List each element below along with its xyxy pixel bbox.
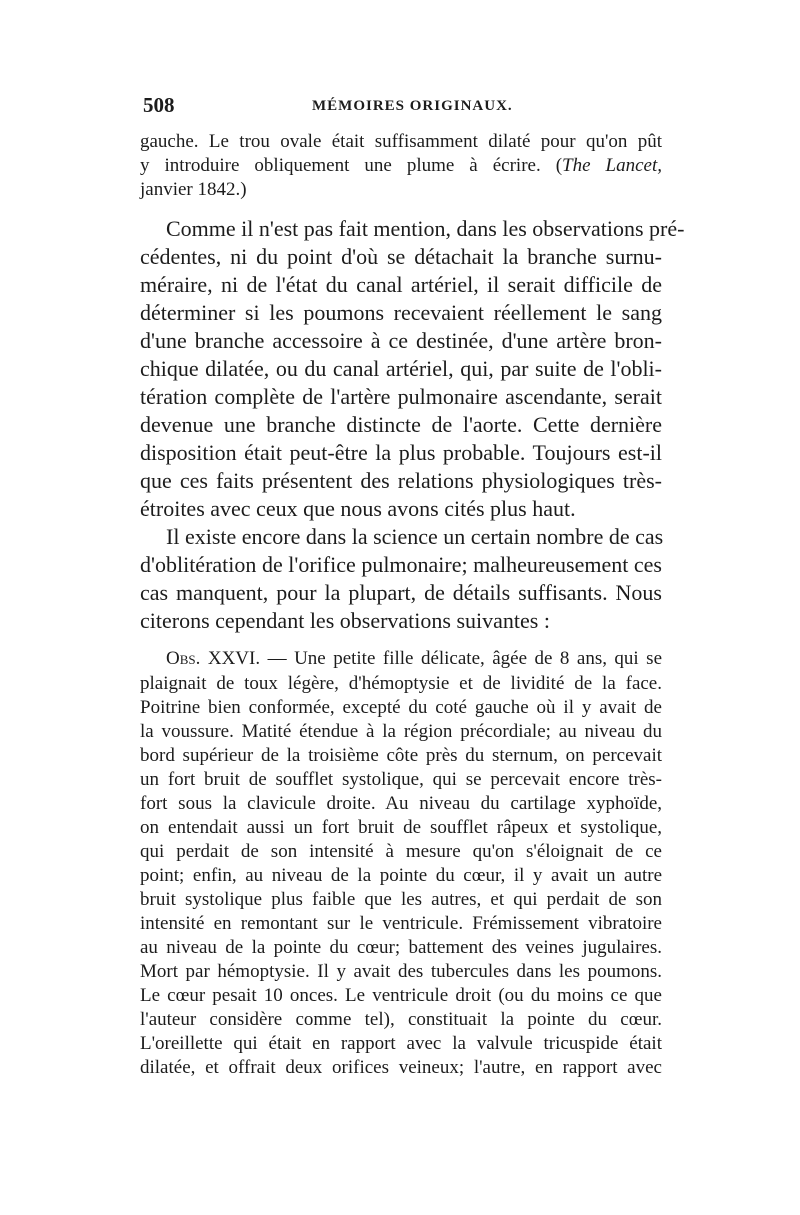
text-line: un fort bruit de soufflet systolique, qui se percevait encore très- — [140, 769, 662, 790]
text-line: la voussure. Matité étendue à la région précordiale; au niveau du — [140, 721, 662, 742]
text-line: Il existe encore dans la science un certain nombre de cas — [166, 524, 664, 549]
text-line — [140, 155, 662, 177]
text-segment: y introduire obliquement une plume à écrire. ( — [140, 155, 563, 176]
text-line: gauche. Le trou ovale était suffisamment dilaté pour qu'on pût — [140, 131, 662, 152]
text-line: qui perdait de son intensité à mesure qu'on s'éloignait de ce — [140, 841, 662, 862]
text-line: Le cœur pesait 10 onces. Le ventricule droit (ou du moins ce que — [140, 985, 662, 1006]
text-line: méraire, ni de l'état du canal artériel, il serait difficile de — [140, 272, 662, 297]
observation-number: XXVI. — [207, 648, 261, 669]
text-line: l'auteur considère comme tel), constituait la pointe du cœur. — [140, 1009, 662, 1030]
text-line: étroites avec ceux que nous avons cités plus haut. — [140, 496, 576, 521]
text-line: tération complète de l'artère pulmonaire ascendante, serait — [140, 384, 662, 409]
observation-heading-line — [140, 648, 662, 670]
text-line: bord supérieur de la troisième côte près du sternum, on percevait — [140, 745, 662, 766]
text-line: d'une branche accessoire à ce destinée, d'une artère bron- — [140, 328, 662, 353]
text-line: dilatée, et offrait deux orifices veineux; l'autre, en rapport avec — [140, 1057, 662, 1078]
text-line: bruit systolique plus faible que les autres, et qui perdait de son — [140, 889, 662, 910]
text-line: point; enfin, au niveau de la pointe du cœur, il y avait un autre — [140, 865, 662, 886]
text-line: cas manquent, pour la plupart, de détails suffisants. Nous — [140, 580, 662, 605]
observation-label: Obs. — [166, 648, 201, 669]
text-line: janvier 1842.) — [140, 179, 247, 200]
text-line: intensité en remontant sur le ventricule. Frémissement vibratoire — [140, 913, 662, 934]
text-line: Poitrine bien conformée, excepté du coté gauche où il y avait de — [140, 697, 662, 718]
text-line: chique dilatée, ou du canal artériel, qui, par suite de l'obli- — [140, 356, 662, 381]
text-line: que ces faits présentent des relations physiologiques très- — [140, 468, 662, 493]
text-line: d'oblitération de l'orifice pulmonaire; malheureusement ces — [140, 552, 662, 577]
text-line: cédentes, ni du point d'où se détachait la branche surnu- — [140, 244, 662, 269]
text-line: au niveau de la pointe du cœur; battement des veines jugulaires. — [140, 937, 662, 958]
text-segment: — Une petite fille délicate, âgée de 8 ans, qui se — [267, 648, 663, 669]
text-line: on entendait aussi un fort bruit de soufflet râpeux et systolique, — [140, 817, 662, 838]
page-number: 508 — [143, 93, 175, 117]
running-title: MÉMOIRES ORIGINAUX. — [312, 98, 513, 114]
text-line: L'oreillette qui était en rapport avec la valvule tricuspide était — [140, 1033, 662, 1054]
text-line: Comme il n'est pas fait mention, dans les observations pré- — [166, 216, 685, 241]
text-line: fort sous la clavicule droite. Au niveau du cartilage xyphoïde, — [140, 793, 662, 814]
text-line: plaignait de toux légère, d'hémoptysie et de lividité de la face. — [140, 673, 662, 694]
text-line: citerons cependant les observations suivantes : — [140, 608, 550, 633]
text-line: déterminer si les poumons recevaient réellement le sang — [140, 300, 662, 325]
text-line: disposition était peut-être la plus probable. Toujours est-il — [140, 440, 662, 465]
text-line: devenue une branche distincte de l'aorte. Cette dernière — [140, 412, 662, 437]
text-line: Mort par hémoptysie. Il y avait des tubercules dans les poumons. — [140, 961, 662, 982]
citation-title: The Lancet, — [562, 155, 662, 176]
